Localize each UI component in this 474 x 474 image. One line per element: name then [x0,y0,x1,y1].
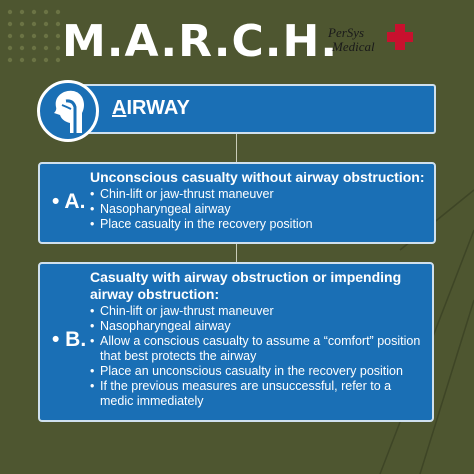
decor-dot [20,34,24,38]
bullet-item: • Place an unconscious casualty in the recovery position [90,364,424,379]
logo-text-line2: Medical [332,39,375,54]
bullet-item: • Allow a conscious casualty to assume a “comfort” position that best protects the airway [90,334,424,364]
decor-dot [8,10,12,14]
decor-dot [8,34,12,38]
decor-dot [56,58,60,62]
logo-text-line1: PerSys [328,25,365,40]
bullet-list [90,304,424,409]
decor-dot [8,22,12,26]
decor-dot [44,34,48,38]
section-banner [80,84,436,134]
airway-card-b [38,262,434,422]
decor-dot [32,10,36,14]
decor-dot [32,58,36,62]
decor-dot [44,10,48,14]
decor-dot [8,58,12,62]
decor-dot [32,46,36,50]
decor-dot [56,46,60,50]
section-title-rest: IRWAY [126,97,190,119]
page-title: M.A.R.C.H. [62,16,339,67]
decor-dot [20,58,24,62]
red-cross-icon [386,22,414,52]
decor-dot [44,58,48,62]
decor-dot [20,10,24,14]
decor-dot [8,46,12,50]
card-letter: • A. [52,190,86,213]
card-content [90,269,424,409]
bullet-item: • Chin-lift or jaw-thrust maneuver [90,304,424,319]
card-content [90,169,426,232]
decor-dot [20,46,24,50]
airway-anatomy-icon [37,80,99,142]
decor-dot [32,34,36,38]
card-heading: Casualty with airway obstruction or impending airway obstruction: [90,269,402,302]
bullet-list [90,187,426,232]
decor-dot [20,22,24,26]
bullet-item: • Nasopharyngeal airway [90,319,424,334]
decor-dot [44,22,48,26]
bullet-item: • Nasopharyngeal airway [90,202,426,217]
persys-medical-logo [328,22,414,66]
section-title-prefix: A [112,97,127,119]
decor-dot [44,46,48,50]
decor-dot [56,22,60,26]
decor-dot [56,10,60,14]
decor-dot [56,34,60,38]
bullet-item: • If the previous measures are unsuccessful, refer to a medic immediately [90,379,424,409]
card-letter: • B. [52,328,87,351]
section-title [112,97,190,120]
card-heading: Unconscious casualty without airway obstruction: [90,169,425,185]
connector-line [236,244,237,262]
bullet-item: • Place casualty in the recovery position [90,217,426,232]
bullet-item: • Chin-lift or jaw-thrust maneuver [90,187,426,202]
decor-dot [32,22,36,26]
airway-card-a [38,162,436,244]
connector-line [236,134,237,162]
